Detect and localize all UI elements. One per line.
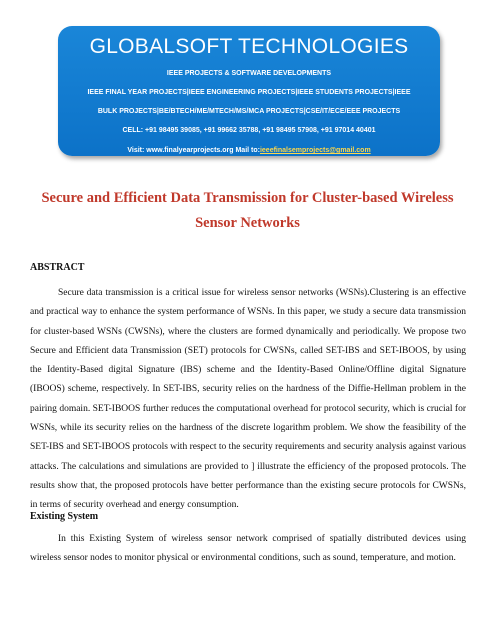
header-banner bbox=[58, 26, 440, 156]
email-link[interactable]: ieeefinalsemprojects@gmail.com bbox=[259, 147, 371, 154]
abstract-heading: ABSTRACT bbox=[30, 262, 85, 273]
banner-bulk-projects-line: BULK PROJECTS|BE/BTECH/ME/MTECH/MS/MCA PROJECTS|CSE/IT/ECE/EEE PROJECTS bbox=[97, 108, 401, 115]
company-name: GLOBALSOFT TECHNOLOGIES bbox=[89, 35, 409, 58]
banner-tagline: IEEE PROJECTS & SOFTWARE DEVELOPMENTS bbox=[166, 70, 332, 77]
contact-prefix: Visit: www.finalyearprojects.org Mail to: bbox=[127, 147, 260, 154]
existing-system-paragraph: In this Existing System of wireless sensor network comprised of spatially distributed devices using wireless sensor nodes to monitor physical or environmental conditions, such as sound, temperature, and motion. bbox=[30, 534, 466, 564]
banner-phone-line: CELL: +91 98495 39085, +91 99662 35788, +91 98495 57908, +91 97014 40401 bbox=[122, 127, 376, 134]
banner-contact-line bbox=[58, 147, 440, 154]
abstract-paragraph: Secure data transmission is a critical issue for wireless sensor networks (WSNs).Clustering is an effective and practical way to enhance the system performance of WSNs. In this paper, we study a secure data transmission for cluster-based WSNs (CWSNs), where the clusters are formed dynamically and periodically. We propose two Secure and Efficient data Transmission (SET) protocols for CWSNs, called SET-IBS and SET-IBOOS, by using the Identity-Based digital Signature (IBS) scheme and the Identity-Based Online/Offline digital Signature (IBOOS) scheme, respectively. In SET-IBS, security relies on the hardness of the Diffie-Hellman problem in the pairing domain. SET-IBOOS further reduces the computational overhead for protocol security, which is crucial for WSNs, while its security relies on the hardness of the discrete logarithm problem. We show the feasibility of the SET-IBS and SET-IBOOS protocols with respect to the security requirements and security analysis against various attacks. The calculations and simulations are provided to ] illustrate the efficiency of the proposed protocols. The results show that, the proposed protocols have better performance than the existing secure protocols for CWSNs, in terms of security overhead and energy consumption. bbox=[30, 288, 466, 511]
existing-system-heading: Existing System bbox=[30, 511, 99, 522]
document-title: Secure and Efficient Data Transmission for Cluster-based Wireless Sensor Networks bbox=[41, 190, 454, 231]
banner-projects-line: IEEE FINAL YEAR PROJECTS|IEEE ENGINEERING PROJECTS|IEEE STUDENTS PROJECTS|IEEE bbox=[87, 89, 411, 96]
